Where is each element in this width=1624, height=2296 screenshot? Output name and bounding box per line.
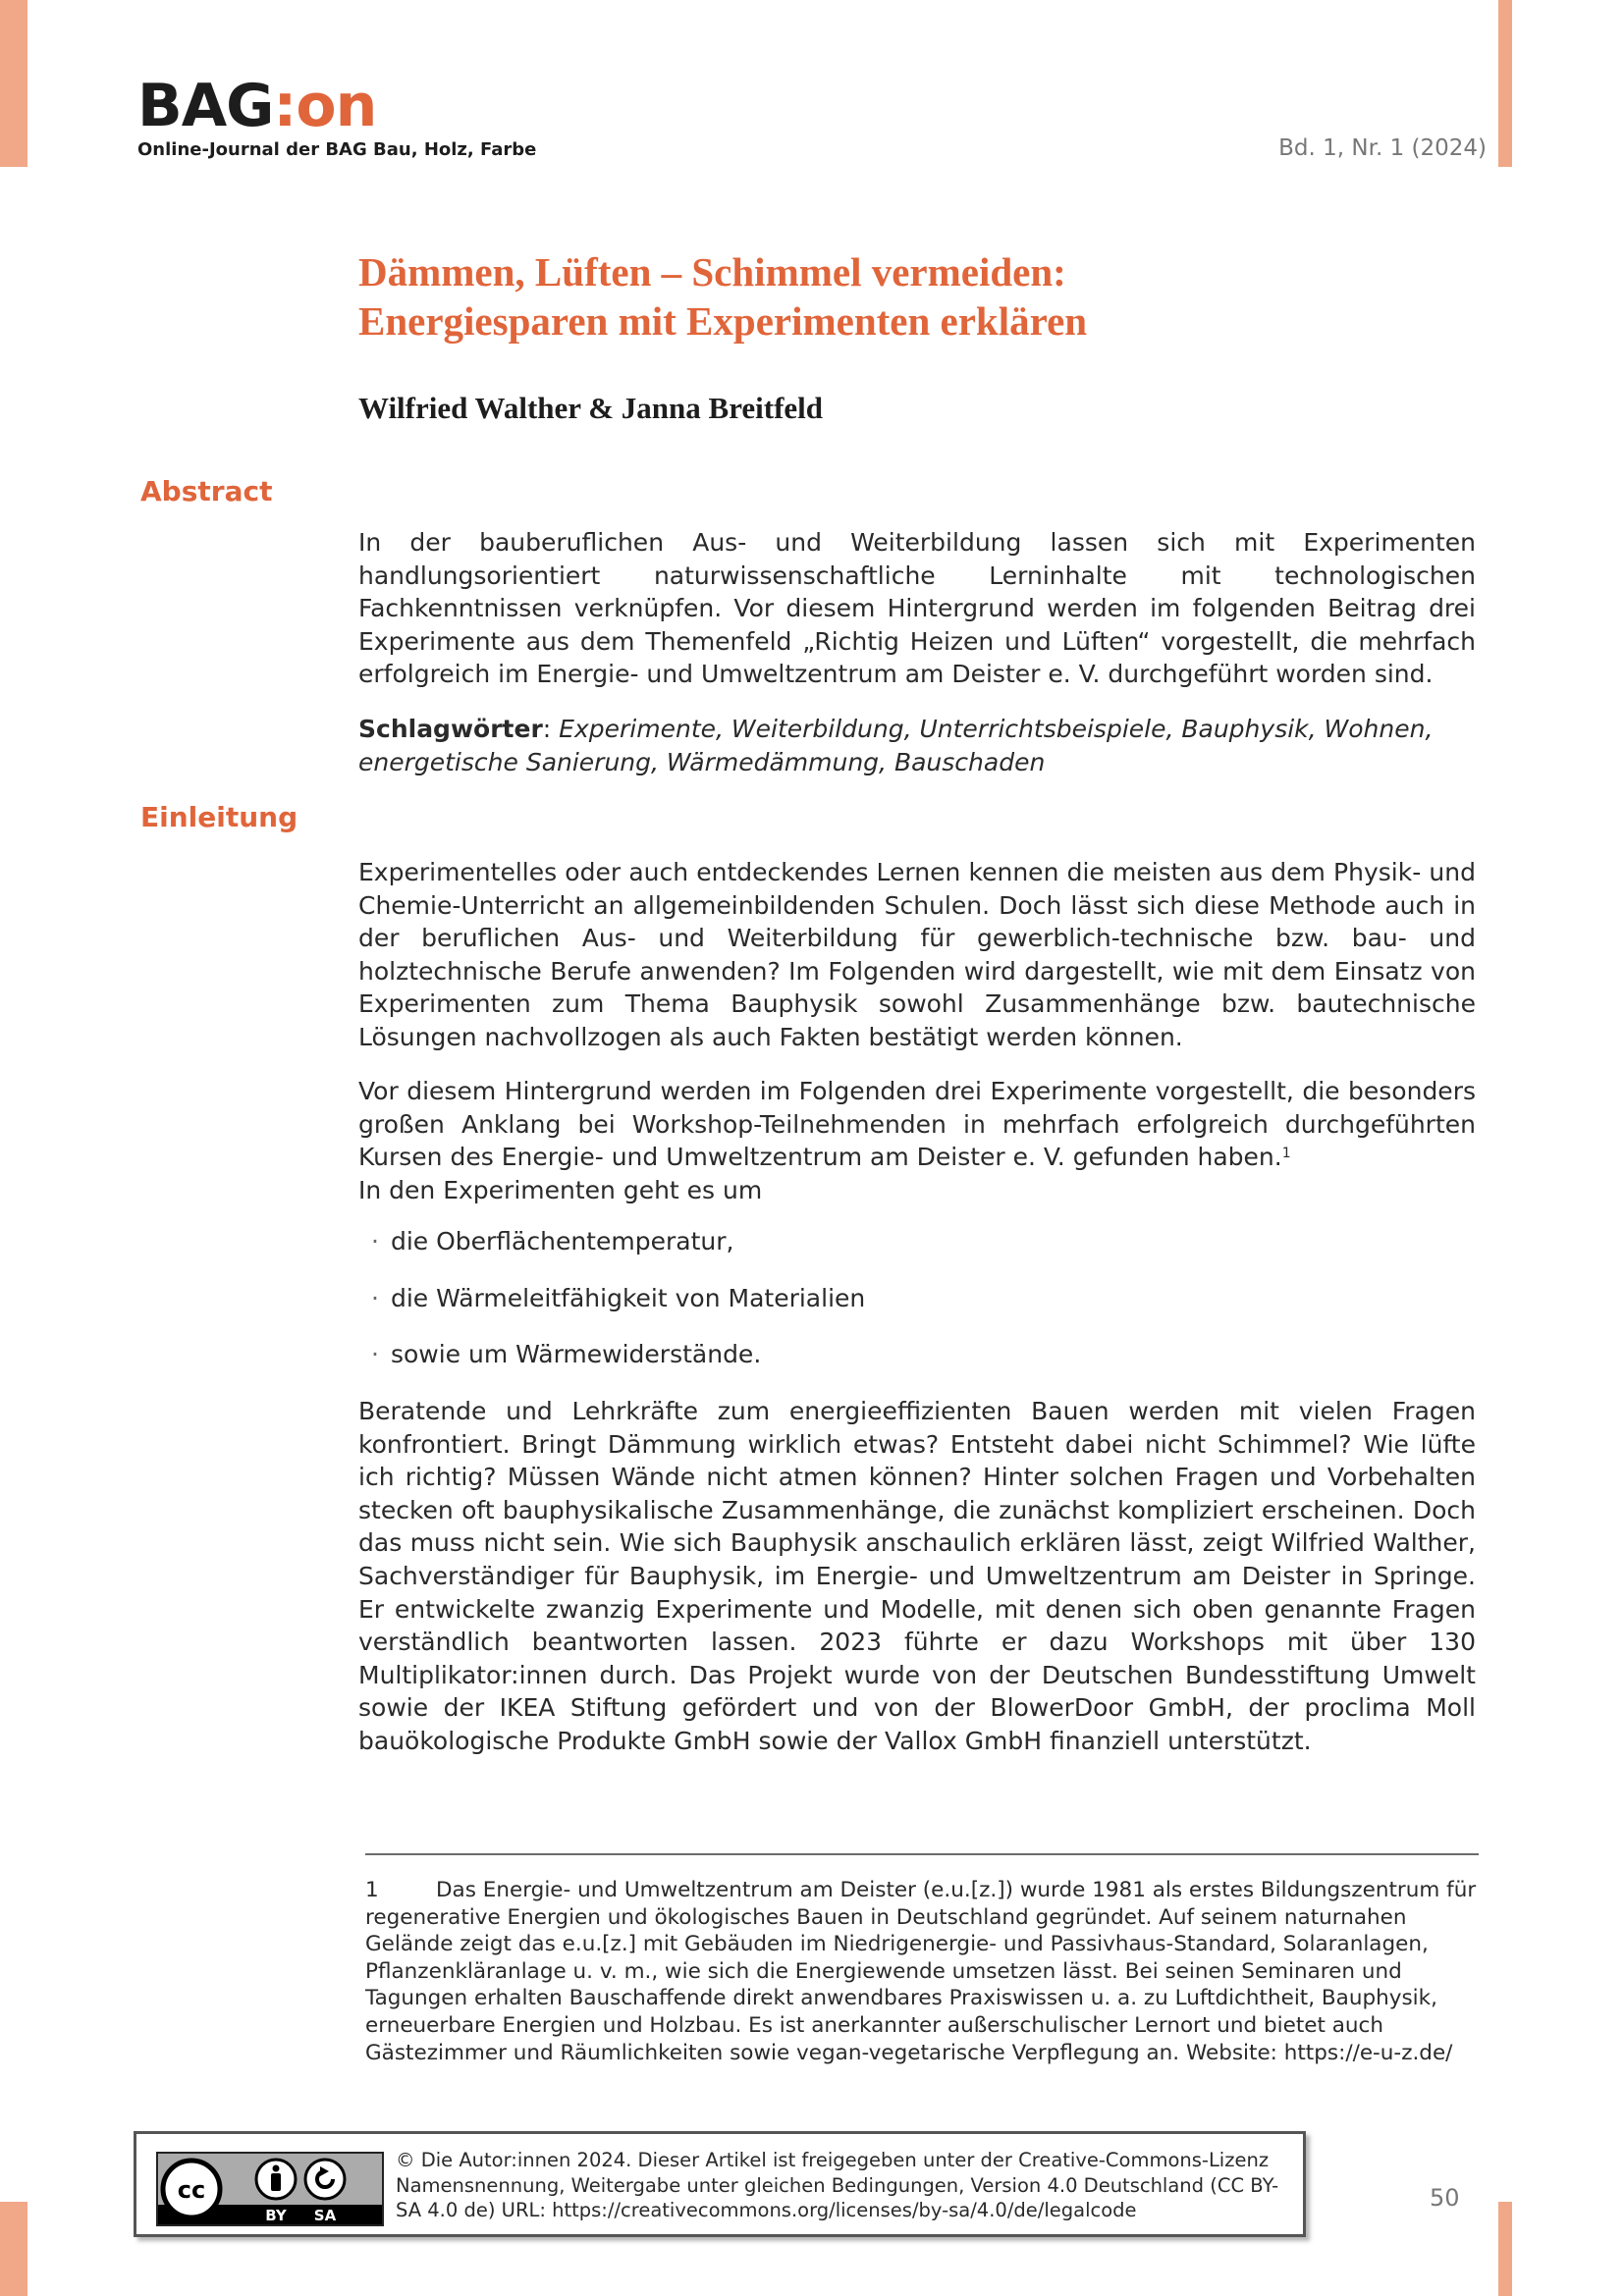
sa-icon xyxy=(305,2160,345,2199)
license-box xyxy=(134,2131,1306,2237)
body-paragraph: Experimentelles oder auch entdeckendes Lernen kennen die meisten aus dem Physik- und Chemie-Unterricht an allgemeinbildenden Schulen. Doch lässt sich diese Methode auch in der beruflichen Aus- und Weiterbildung für gewerblich-technische bzw. bau- und holztechnische Berufe anwenden? Im Folgenden wird dargestellt, wie mit dem Einsatz von Experimenten zum Thema Bauphysik sowohl Zusammenhänge bzw. bautechnische Lösungen nachvollzogen als auch Fakten bestätigt werden können. xyxy=(358,858,1476,1051)
keywords-list: Experimente, Weiterbildung, Unterrichtsbeispiele, Bauphysik, Wohnen, energetische Sanierung, Wärmedämmung, Bauschaden xyxy=(358,715,1434,776)
keywords-separator: : xyxy=(542,715,560,743)
list-item-text: sowie um Wärmewiderstände. xyxy=(390,1340,762,1368)
article-title xyxy=(358,247,1340,346)
paragraph-text: In den Experimenten geht es um xyxy=(358,1175,763,1204)
bullet: · xyxy=(371,1340,379,1368)
abstract-heading: Abstract xyxy=(140,475,273,507)
by-label: BY xyxy=(265,2207,287,2224)
license-text: © Die Autor:innen 2024. Dieser Artikel ist freigegeben unter der Creative-Commons-Lizenz Namensnennung, Weitergabe unter gleichen Bedingungen, Version 4.0 Deutschland (CC BY-SA 4.0 de) URL: https://creativecommons.org/licenses/by-sa/4.0/de/legalcode xyxy=(396,2149,1279,2221)
list-item-text: die Oberflächentemperatur, xyxy=(390,1227,734,1255)
page-number: 50 xyxy=(1430,2184,1460,2212)
cc-label: cc xyxy=(177,2176,206,2204)
paragraph-text: Vor diesem Hintergrund werden im Folgenden drei Experimente vorgestellt, die besonders großen Anklang bei Workshop-Teilnehmenden in mehrfach erfolgreich durchgeführten Kursen des Energie- und Umweltzentrum am Deister e. V. gefunden haben. xyxy=(358,1077,1476,1172)
list-item xyxy=(371,1338,761,1371)
title-line: Energiesparen mit Experimenten erklären xyxy=(358,298,1088,344)
logo-colon: : xyxy=(273,72,297,140)
issue-info: Bd. 1, Nr. 1 (2024) xyxy=(1278,135,1487,161)
keywords-label: Schlagwörter xyxy=(358,715,543,743)
page-edge-bar xyxy=(1498,2202,1512,2296)
article-authors: Wilfried Walther & Janna Breitfeld xyxy=(358,391,824,425)
cc-icon xyxy=(163,2161,220,2217)
abstract-text: In der bauberuflichen Aus- und Weiterbildung lassen sich mit Experimenten handlungsorientiert naturwissenschaftliche Lerninhalte mit technologischen Fachkenntnissen verknüpfen. Vor diesem Hintergrund werden im folgenden Beitrag drei Experimente aus dem Themenfeld „Richtig Heizen und Lüften“ vorgestellt, die mehrfach erfolgreich im Energie- und Umweltzentrum am Deister e. V. durchgeführt worden sind. xyxy=(358,528,1476,689)
cc-badge-graphic xyxy=(158,2154,382,2224)
title-line: Dämmen, Lüften – Schimmel vermeiden: xyxy=(358,249,1066,294)
bullet: · xyxy=(371,1284,379,1312)
keywords xyxy=(358,713,1476,778)
logo-on: on xyxy=(296,72,377,140)
page-edge-bar xyxy=(0,0,27,167)
footnote-text: Das Energie- und Umweltzentrum am Deister (e.u.[z.]) wurde 1981 als erstes Bildungszentrum für regenerative Energien und ökologisches Bauen in Deutschland gegründet. Auf seinem naturnahen Gelände zeigt das e.u.[z.] mit Gebäuden im Niedrigenergie- und Passivhaus-Standard, Solaranlagen, Pflanzenkläranlage u. v. m., wie sich die Energiewende umsetzen lässt. Bei seinen Seminaren und Tagungen erhalten Bauschaffende direkt anwendbares Praxiswissen u. a. zu Luftdichtheit, Bauphysik, erneuerbare Energien und Holzbau. Es ist anerkannter außerschulischer Lernort und bietet auch Gästezimmer und Räumlichkeiten sowie vegan-vegetarische Verpflegung an. Website: https://e-u-z.de/ xyxy=(365,1878,1477,2065)
journal-subtitle: Online-Journal der BAG Bau, Holz, Farbe xyxy=(137,139,537,160)
page-edge-bar xyxy=(0,2202,27,2296)
logo-wordmark xyxy=(137,72,536,140)
list-item-text: die Wärmeleitfähigkeit von Materialien xyxy=(390,1284,866,1312)
bullet: · xyxy=(371,1227,379,1255)
logo-bag: BAG xyxy=(137,72,274,140)
body-paragraph xyxy=(358,1075,1476,1206)
footnote-number: 1 xyxy=(365,1878,379,1902)
footnote-divider xyxy=(365,1853,1479,1855)
footnote xyxy=(365,1877,1479,2066)
journal-logo xyxy=(137,72,537,160)
introduction-heading: Einleitung xyxy=(140,801,298,833)
sa-label: SA xyxy=(313,2207,337,2224)
body-paragraph: Beratende und Lehrkräfte zum energieeffizienten Bauen werden mit vielen Fragen konfrontiert. Bringt Dämmung wirklich etwas? Entsteht dabei nicht Schimmel? Wie lüfte ich richtig? Müssen Wände nicht atmen können? Hinter solchen Fragen und Vorbehalten stecken oft bauphysikalische Zusammenhänge, die zunächst kompliziert erscheinen. Doch das muss nicht sein. Wie sich Bauphysik anschaulich erklären lässt, zeigt Wilfried Walther, Sachverständiger für Bauphysik, im Energie- und Umweltzentrum am Deister in Springe. Er entwickelte zwanzig Experimente und Modelle, mit denen sich oben genannte Fragen verständlich beantworten lassen. 2023 führte er dazu Workshops mit über 130 Multiplikator:innen durch. Das Projekt wurde von der Deutschen Bundesstiftung Umwelt sowie der IKEA Stiftung gefördert und von der BlowerDoor GmbH, der proclima Moll bauökologische Produkte GmbH sowie der Vallox GmbH finanziell unterstützt. xyxy=(358,1397,1476,1755)
footnote-ref[interactable]: 1 xyxy=(1281,1146,1291,1162)
by-icon xyxy=(256,2160,296,2199)
list-item xyxy=(371,1225,733,1258)
page-edge-bar xyxy=(1498,0,1512,167)
list-item xyxy=(371,1282,865,1315)
cc-by-sa-badge[interactable] xyxy=(156,2152,384,2226)
